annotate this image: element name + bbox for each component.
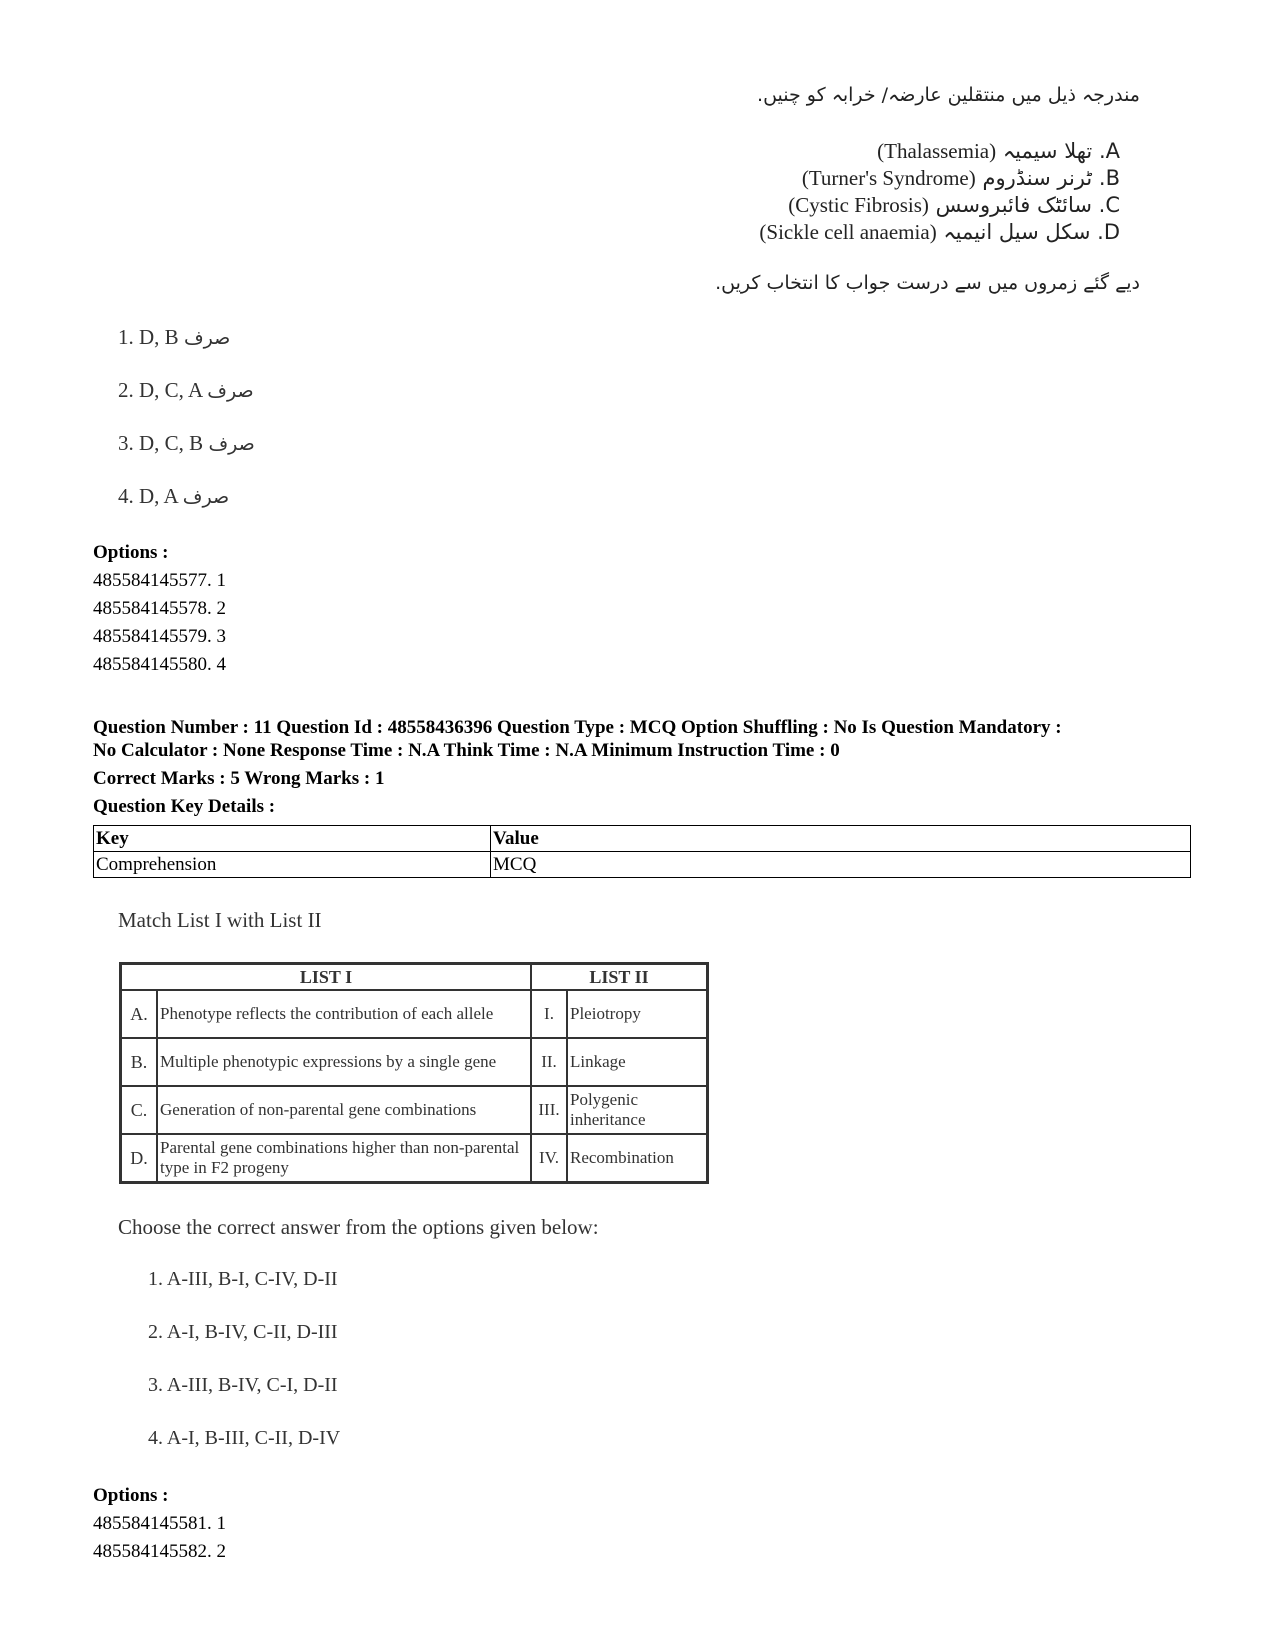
urdu-question-title: مندرجہ ذیل میں منتقلین عارضہ/ خرابہ کو چنیں.: [757, 84, 1140, 106]
q10-option-3: 485584145579. 3: [93, 626, 226, 647]
match-list-table: [119, 962, 709, 1184]
item-english: (Cystic Fibrosis): [788, 193, 929, 217]
choose-instruction: Choose the correct answer from the options given below:: [118, 1215, 599, 1239]
match-row: [121, 1086, 708, 1134]
q10-choice-4: [118, 484, 229, 509]
q11-options-label: Options :: [93, 1485, 169, 1506]
item-label: C: [1105, 193, 1120, 217]
urdu-item-a: A. تھلا سیمیہ (Thalassemia): [877, 139, 1120, 163]
choice-text: 1. D, B: [118, 325, 179, 349]
list-2-item: Recombination: [567, 1134, 708, 1182]
roman-numeral: III.: [531, 1086, 567, 1134]
urdu-item-d: D. سکل سیل انیمیہ (Sickle cell anaemia): [759, 220, 1120, 244]
item-urdu: سکل سیل انیمیہ: [943, 220, 1091, 244]
match-row: [121, 1038, 708, 1086]
value-header: Value: [491, 826, 1191, 852]
q11-meta-line2: No Calculator : None Response Time : N.A Think Time : N.A Minimum Instruction Time : 0: [93, 740, 840, 761]
item-urdu: سائٹک فائبروسس: [935, 193, 1092, 217]
q11-option-1: 485584145581. 1: [93, 1513, 226, 1534]
item-urdu: تھلا سیمیہ: [1002, 139, 1093, 163]
question-key-table: [93, 825, 1191, 878]
roman-numeral: I.: [531, 990, 567, 1038]
list-1-item: Multiple phenotypic expressions by a single gene: [157, 1038, 531, 1086]
list-1-header: LIST I: [121, 964, 532, 991]
item-urdu: ٹرنر سنڈروم: [982, 166, 1093, 190]
list-2-header: LIST II: [531, 964, 708, 991]
key-header: Key: [94, 826, 491, 852]
row-label: B.: [121, 1038, 158, 1086]
value-cell: MCQ: [491, 852, 1191, 878]
q10-options-label: Options :: [93, 542, 169, 563]
q11-option-2: 485584145582. 2: [93, 1541, 226, 1562]
item-english: (Turner's Syndrome): [801, 166, 976, 190]
key-table-row: [94, 852, 1191, 878]
roman-numeral: II.: [531, 1038, 567, 1086]
match-row: [121, 1134, 708, 1182]
q11-choice-1: 1. A-III, B-I, C-IV, D-II: [148, 1268, 338, 1290]
key-cell: Comprehension: [94, 852, 491, 878]
list-2-item: Pleiotropy: [567, 990, 708, 1038]
q11-choice-2: 2. A-I, B-IV, C-II, D-III: [148, 1321, 338, 1343]
list-1-item: Parental gene combinations higher than non-parental type in F2 progeny: [157, 1134, 531, 1182]
list-1-item: Generation of non-parental gene combinations: [157, 1086, 531, 1134]
q11-meta-line1: Question Number : 11 Question Id : 48558436396 Question Type : MCQ Option Shuffling : No Is Question Mandatory :: [93, 717, 1062, 738]
q10-option-4: 485584145580. 4: [93, 654, 226, 675]
choice-text: 4. D, A: [118, 484, 178, 508]
match-row: [121, 990, 708, 1038]
list-1-item: Phenotype reflects the contribution of each allele: [157, 990, 531, 1038]
choice-text: 3. D, C, B: [118, 431, 204, 455]
roman-numeral: IV.: [531, 1134, 567, 1182]
item-label: A: [1105, 139, 1120, 163]
q11-choice-3: 3. A-III, B-IV, C-I, D-II: [148, 1374, 338, 1396]
row-label: D.: [121, 1134, 158, 1182]
row-label: C.: [121, 1086, 158, 1134]
choice-urdu: صرف: [207, 380, 254, 402]
q10-option-2: 485584145578. 2: [93, 598, 226, 619]
item-label: D: [1103, 220, 1120, 244]
q11-key-details-label: Question Key Details :: [93, 796, 276, 817]
list-2-item: Linkage: [567, 1038, 708, 1086]
q10-choice-3: [118, 431, 255, 456]
match-prompt: Match List I with List II: [118, 908, 322, 932]
q11-marks: Correct Marks : 5 Wrong Marks : 1: [93, 768, 385, 789]
urdu-item-b: B. ٹرنر سنڈروم (Turner's Syndrome): [801, 166, 1120, 190]
q10-choice-2: [118, 378, 254, 403]
item-english: (Sickle cell anaemia): [759, 220, 937, 244]
q10-choice-1: [118, 325, 230, 350]
key-table-header: [94, 826, 1191, 852]
choice-urdu: صرف: [182, 486, 230, 508]
urdu-instruction: دیے گئے زمروں میں سے درست جواب کا انتخاب کریں.: [715, 272, 1140, 294]
row-label: A.: [121, 990, 158, 1038]
item-label: B: [1105, 166, 1120, 190]
match-header-row: [121, 964, 708, 991]
urdu-item-c: C. سائٹک فائبروسس (Cystic Fibrosis): [788, 193, 1120, 217]
q10-option-1: 485584145577. 1: [93, 570, 226, 591]
choice-text: 2. D, C, A: [118, 378, 203, 402]
choice-urdu: صرف: [183, 327, 231, 349]
q11-choice-4: 4. A-I, B-III, C-II, D-IV: [148, 1427, 341, 1449]
list-2-item: Polygenic inheritance: [567, 1086, 708, 1134]
choice-urdu: صرف: [208, 433, 255, 455]
item-english: (Thalassemia): [877, 139, 997, 163]
